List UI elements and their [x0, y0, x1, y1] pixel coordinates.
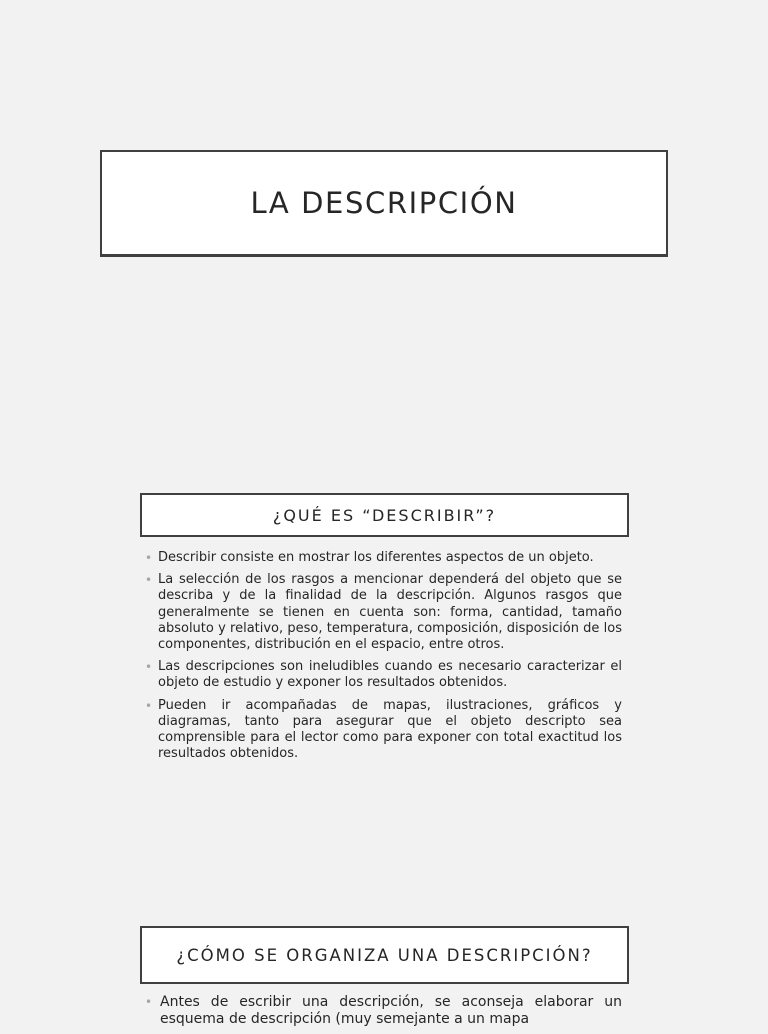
list-item: [145, 698, 622, 763]
list-item-text: La selección de los rasgos a mencionar dependerá del objeto que se describa y de la finalidad de la descripción. Algunos rasgos que generalmente se tienen en cuenta son: forma, cantidad, tamaño absoluto y relativo, peso, temperatura, composición, disposición de los componentes, distribución en el espacio, entre otros.: [158, 572, 622, 653]
section-heading-box-que-es-describir: [140, 493, 629, 537]
list-item: [145, 659, 622, 691]
section-heading-box-como-se-organiza: [140, 926, 629, 984]
title-slide-box: [100, 150, 668, 257]
bullet-dot-icon: •: [145, 698, 153, 713]
list-item-text: Describir consiste en mostrar los diferentes aspectos de un objeto.: [158, 550, 594, 565]
list-item-text: Pueden ir acompañadas de mapas, ilustraciones, gráficos y diagramas, tanto para asegurar que el objeto descripto sea comprensible para el lector como para exponer con total exactitud los resultados obtenidos.: [158, 697, 622, 762]
bullet-list-que-es-describir: [145, 550, 622, 768]
bullet-list-como-se-organiza: [145, 994, 622, 1034]
section-heading-que-es-describir: ¿QUÉ ES “DESCRIBIR”?: [272, 505, 497, 525]
list-item: [145, 572, 622, 653]
bullet-dot-icon: •: [145, 660, 153, 675]
bullet-dot-icon: •: [145, 995, 153, 1009]
section-heading-como-se-organiza: ¿CÓMO SE ORGANIZA UNA DESCRIPCIÓN?: [176, 945, 593, 965]
bullet-dot-icon: •: [145, 573, 153, 588]
document-title: LA DESCRIPCIÓN: [250, 186, 518, 220]
bullet-dot-icon: •: [145, 551, 153, 565]
list-item-text: Antes de escribir una descripción, se aconseja elaborar un esquema de descripción (muy semejante a un mapa: [160, 994, 622, 1027]
list-item: [145, 550, 622, 566]
list-item: [145, 994, 622, 1028]
list-item-text: Las descripciones son ineludibles cuando es necesario caracterizar el objeto de estudio y exponer los resultados obtenidos.: [158, 659, 622, 691]
